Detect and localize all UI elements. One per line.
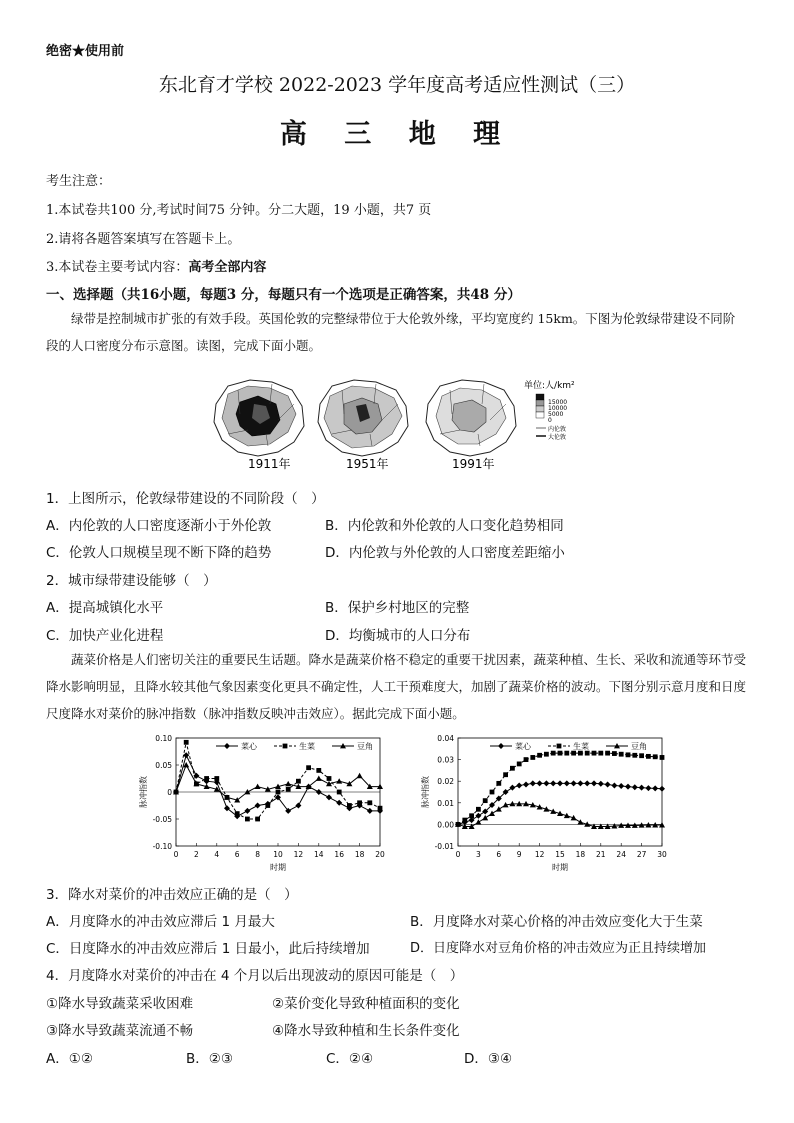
- x-tick-label: 21: [596, 850, 606, 859]
- y-tick-label: 0.00: [437, 820, 454, 830]
- x-tick-label: 9: [516, 850, 522, 859]
- data-point-square: [276, 790, 281, 795]
- data-point-diamond: [639, 785, 645, 791]
- q1-option-d[interactable]: D．内伦敦与外伦敦的人口密度差距缩小: [325, 545, 565, 561]
- x-tick-label: 30: [657, 850, 667, 859]
- legend-label: 菜心: [515, 742, 531, 751]
- map-1991: [426, 380, 516, 456]
- data-point-triangle: [357, 773, 363, 778]
- q1-option-c[interactable]: C．伦敦人口规模呈现不断下降的趋势: [46, 545, 272, 561]
- data-point-square: [598, 751, 603, 756]
- year-1911: 1911年: [248, 457, 291, 471]
- data-point-square: [490, 790, 495, 795]
- x-tick-label: 15: [555, 850, 565, 859]
- y-tick-label: 0.10: [155, 734, 172, 743]
- notice-item-2: 2.请将各题答案填写在答题卡上。: [46, 232, 241, 247]
- q3-option-c[interactable]: C．日度降水的冲击效应滞后 1 日最小，此后持续增加: [46, 941, 370, 957]
- data-point-diamond: [516, 783, 522, 789]
- data-point-square: [578, 751, 583, 756]
- legend-5000: 5000: [548, 411, 564, 418]
- x-tick-label: 0: [173, 850, 179, 859]
- data-point-triangle: [285, 781, 291, 786]
- data-point-square: [337, 790, 342, 795]
- y-axis-label: 脉冲指数: [139, 776, 148, 808]
- data-point-square: [524, 757, 529, 762]
- x-tick-label: 14: [314, 850, 324, 859]
- monthly-impulse-chart: [118, 730, 398, 875]
- data-point-square: [558, 751, 563, 756]
- x-tick-label: 8: [255, 850, 260, 859]
- q1-option-b[interactable]: B．内伦敦和外伦敦的人口变化趋势相同: [325, 518, 564, 534]
- data-point-square: [517, 762, 522, 767]
- legend-label: 豆角: [357, 742, 373, 751]
- q4-statement-3: ③降水导致蔬菜流通不畅: [46, 1023, 194, 1039]
- data-point-diamond: [557, 780, 563, 786]
- y-tick-label: 0.05: [155, 761, 172, 770]
- x-tick-label: 18: [354, 850, 365, 859]
- x-tick-label: 2: [194, 850, 199, 859]
- data-point-diamond: [475, 813, 481, 819]
- data-point-square: [660, 755, 665, 760]
- legend-0: 0: [548, 417, 552, 424]
- q2-stem: 2．城市绿带建设能够（ ）: [46, 573, 217, 589]
- legend-inner: 内伦敦: [548, 426, 567, 433]
- data-point-diamond: [183, 752, 189, 758]
- data-point-square: [530, 755, 535, 760]
- passage-1: 绿带是控制城市扩张的有效手段。英国伦敦的完整绿带位于大伦敦外缘，平均宽度约 15km。下图为伦敦绿带建设不同阶段的人口密度分布示意图。读图，完成下面小题。: [46, 311, 736, 353]
- scope-bold: 高考全部内容: [188, 260, 267, 275]
- data-point-diamond: [598, 781, 604, 787]
- london-density-maps: [208, 374, 588, 474]
- data-point-square: [255, 817, 260, 822]
- year-1951: 1951年: [346, 457, 389, 471]
- map-1911: [214, 380, 304, 456]
- data-point-square: [296, 779, 301, 784]
- legend-title: 单位:人/km²: [524, 381, 575, 391]
- data-point-triangle: [244, 789, 250, 794]
- data-point-diamond: [564, 780, 570, 786]
- q4-option-b[interactable]: B．②③: [186, 1051, 233, 1067]
- data-point-square: [639, 753, 644, 758]
- data-point-square: [571, 751, 576, 756]
- legend-label: 菜心: [241, 742, 257, 751]
- data-point-square: [184, 740, 189, 745]
- data-point-square: [612, 751, 617, 756]
- data-point-triangle: [255, 784, 261, 789]
- data-point-square: [551, 751, 556, 756]
- data-point-square: [378, 806, 383, 811]
- q2-option-b[interactable]: B．保护乡村地区的完整: [325, 600, 470, 616]
- data-point-square: [235, 811, 240, 816]
- y-tick-label: -0.10: [152, 842, 172, 851]
- x-tick-label: 12: [293, 850, 304, 859]
- data-point-triangle: [336, 778, 342, 783]
- data-point-diamond: [255, 803, 261, 809]
- data-point-diamond: [295, 803, 301, 809]
- data-point-square: [605, 751, 610, 756]
- data-point-diamond: [632, 784, 638, 790]
- data-point-triangle: [496, 806, 502, 811]
- data-point-triangle: [577, 819, 583, 824]
- exam-header: 东北育才学校 2022-2023 学年度高考适应性测试（三）: [158, 74, 636, 96]
- data-point-diamond: [577, 780, 583, 786]
- data-point-diamond: [550, 780, 556, 786]
- legend-marker: [224, 743, 230, 749]
- x-tick-label: 3: [476, 850, 481, 859]
- q1-stem: 1．上图所示，伦敦绿带建设的不同阶段（ ）: [46, 491, 325, 507]
- data-point-diamond: [509, 785, 515, 791]
- data-point-square: [592, 751, 597, 756]
- data-point-diamond: [316, 789, 322, 795]
- data-point-square: [476, 807, 481, 812]
- x-tick-label: 20: [375, 850, 385, 859]
- legend-marker: [283, 744, 288, 749]
- map-1951: [318, 380, 408, 456]
- q4-option-a[interactable]: A．①②: [46, 1051, 93, 1067]
- legend-label: 生菜: [299, 742, 315, 751]
- x-tick-label: 27: [636, 850, 647, 859]
- x-tick-label: 10: [273, 850, 283, 859]
- scope-prefix: 3.本试卷主要考试内容：: [46, 260, 189, 275]
- notice-heading: 考生注意：: [46, 174, 112, 189]
- x-tick-label: 6: [234, 850, 240, 859]
- series-line-diamond: [458, 783, 662, 824]
- q3-option-b[interactable]: B．月度降水对菜心价格的冲击效应变化大于生菜: [410, 914, 703, 930]
- data-point-square: [265, 803, 270, 808]
- data-point-triangle: [482, 815, 488, 820]
- y-tick-label: -0.05: [152, 815, 172, 824]
- y-tick-label: -0.01: [434, 842, 454, 851]
- notice-item-3: [46, 256, 266, 275]
- q4-option-c[interactable]: C．②④: [326, 1051, 374, 1067]
- data-point-triangle: [316, 776, 322, 781]
- q2-option-a[interactable]: A．提高城镇化水平: [46, 600, 164, 616]
- data-point-square: [626, 752, 631, 757]
- legend-label: 豆角: [631, 742, 647, 751]
- section-heading: [46, 283, 521, 303]
- data-point-square: [357, 800, 362, 805]
- q4-statement-1: ①降水导致蔬菜采收困难: [46, 996, 194, 1012]
- legend-marker: [557, 744, 562, 749]
- y-tick-label: 0.02: [437, 777, 454, 787]
- data-point-square: [483, 798, 488, 803]
- data-point-square: [646, 754, 651, 759]
- q4-stem: 4．月度降水对菜价的冲击在 4 个月以后出现波动的原因可能是（ ）: [46, 968, 464, 984]
- x-tick-label: 24: [616, 850, 626, 859]
- x-tick-label: 0: [455, 850, 461, 859]
- q4-option-d[interactable]: D．③④: [464, 1051, 513, 1067]
- q3-stem: 3．降水对菜价的冲击效应正确的是（ ）: [46, 887, 298, 903]
- data-point-diamond: [618, 783, 624, 789]
- data-point-square: [245, 817, 250, 822]
- y-tick-label: 0: [167, 788, 172, 797]
- daily-impulse-chart: [400, 730, 680, 875]
- q4-statement-4: ④降水导致种植和生长条件变化: [272, 1023, 460, 1039]
- data-point-diamond: [591, 780, 597, 786]
- legend-15000: 15000: [548, 399, 568, 406]
- q4-statement-2: ②菜价变化导致种植面积的变化: [272, 996, 460, 1012]
- legend-marker: [498, 743, 504, 749]
- data-point-square: [306, 765, 311, 770]
- data-point-diamond: [571, 780, 577, 786]
- data-point-diamond: [659, 786, 665, 792]
- data-point-square: [653, 754, 658, 759]
- data-point-diamond: [645, 785, 651, 791]
- q3-option-a[interactable]: A．月度降水的冲击效应滞后 1 月最大: [46, 914, 275, 930]
- x-tick-label: 12: [534, 850, 545, 859]
- data-point-square: [462, 818, 467, 823]
- data-point-diamond: [244, 808, 250, 814]
- y-axis-label: 脉冲指数: [421, 776, 430, 808]
- legend-outer: 大伦敦: [548, 434, 567, 441]
- x-tick-label: 18: [575, 850, 586, 859]
- section-label: 一、选择题: [46, 287, 114, 303]
- data-point-square: [537, 753, 542, 758]
- q2-option-c[interactable]: C．加快产业化进程: [46, 628, 164, 644]
- data-point-square: [214, 776, 219, 781]
- data-point-diamond: [605, 781, 611, 787]
- q3-option-d[interactable]: D．日度降水对豆角价格的冲击效应为正且持续增加: [410, 941, 707, 956]
- data-point-square: [503, 772, 508, 777]
- y-tick-label: 0.03: [437, 755, 454, 765]
- data-point-diamond: [537, 780, 543, 786]
- data-point-diamond: [611, 783, 617, 789]
- data-point-triangle: [489, 811, 495, 816]
- q1-option-a[interactable]: A．内伦敦的人口密度逐渐小于外伦敦: [46, 518, 272, 534]
- data-point-square: [585, 751, 590, 756]
- x-axis-label: 时期: [270, 863, 286, 872]
- data-point-square: [632, 753, 637, 758]
- data-point-diamond: [584, 780, 590, 786]
- data-point-square: [347, 803, 352, 808]
- x-tick-label: 6: [496, 850, 502, 859]
- data-point-square: [619, 752, 624, 757]
- x-tick-label: 4: [214, 850, 220, 859]
- passage-2: 蔬菜价格是人们密切关注的重要民生话题。降水是蔬菜价格不稳定的重要干扰因素，蔬菜种植、生长、采收和流通等环节受降水影响明显，且降水较其他气象因素变化更具不确定性，人工干预难度大，加剧了蔬菜价格的波动。下图分别示意月度和日度尺度降水对菜价的脉冲指数（脉冲指数反映冲击效应）。据此完成下面小题。: [46, 652, 747, 721]
- data-point-square: [496, 781, 501, 786]
- data-point-diamond: [367, 808, 373, 814]
- section-desc: （共16小题，每题3 分，每题只有一个选项是正确答案，共48 分）: [113, 287, 521, 303]
- q2-option-d[interactable]: D．均衡城市的人口分布: [325, 628, 471, 644]
- data-point-square: [367, 800, 372, 805]
- data-point-diamond: [543, 780, 549, 786]
- legend-10000: 10000: [548, 405, 568, 412]
- data-point-square: [510, 766, 515, 771]
- legend-label: 生菜: [573, 742, 589, 751]
- data-point-triangle: [475, 819, 481, 824]
- y-tick-label: 0.04: [437, 734, 454, 743]
- data-point-diamond: [326, 794, 332, 800]
- data-point-diamond: [652, 785, 658, 791]
- data-point-square: [327, 776, 332, 781]
- data-point-diamond: [523, 781, 529, 787]
- notice-item-1: 1.本试卷共100 分,考试时间75 分钟。分二大题，19 小题，共7 页: [46, 203, 432, 218]
- year-1991: 1991年: [452, 457, 495, 471]
- page-title: 高 三 地 理: [279, 119, 515, 150]
- data-point-square: [204, 776, 209, 781]
- y-tick-label: 0.01: [437, 798, 454, 808]
- x-axis-label: 时期: [552, 863, 568, 872]
- data-point-diamond: [625, 784, 631, 790]
- data-point-square: [564, 751, 569, 756]
- data-point-square: [286, 787, 291, 792]
- data-point-square: [316, 768, 321, 773]
- data-point-diamond: [530, 780, 536, 786]
- confidential-mark: 绝密★使用前: [46, 44, 125, 59]
- x-tick-label: 16: [334, 850, 344, 859]
- data-point-diamond: [336, 800, 342, 806]
- data-point-square: [469, 813, 474, 818]
- map-legend: [524, 379, 575, 441]
- data-point-square: [544, 752, 549, 757]
